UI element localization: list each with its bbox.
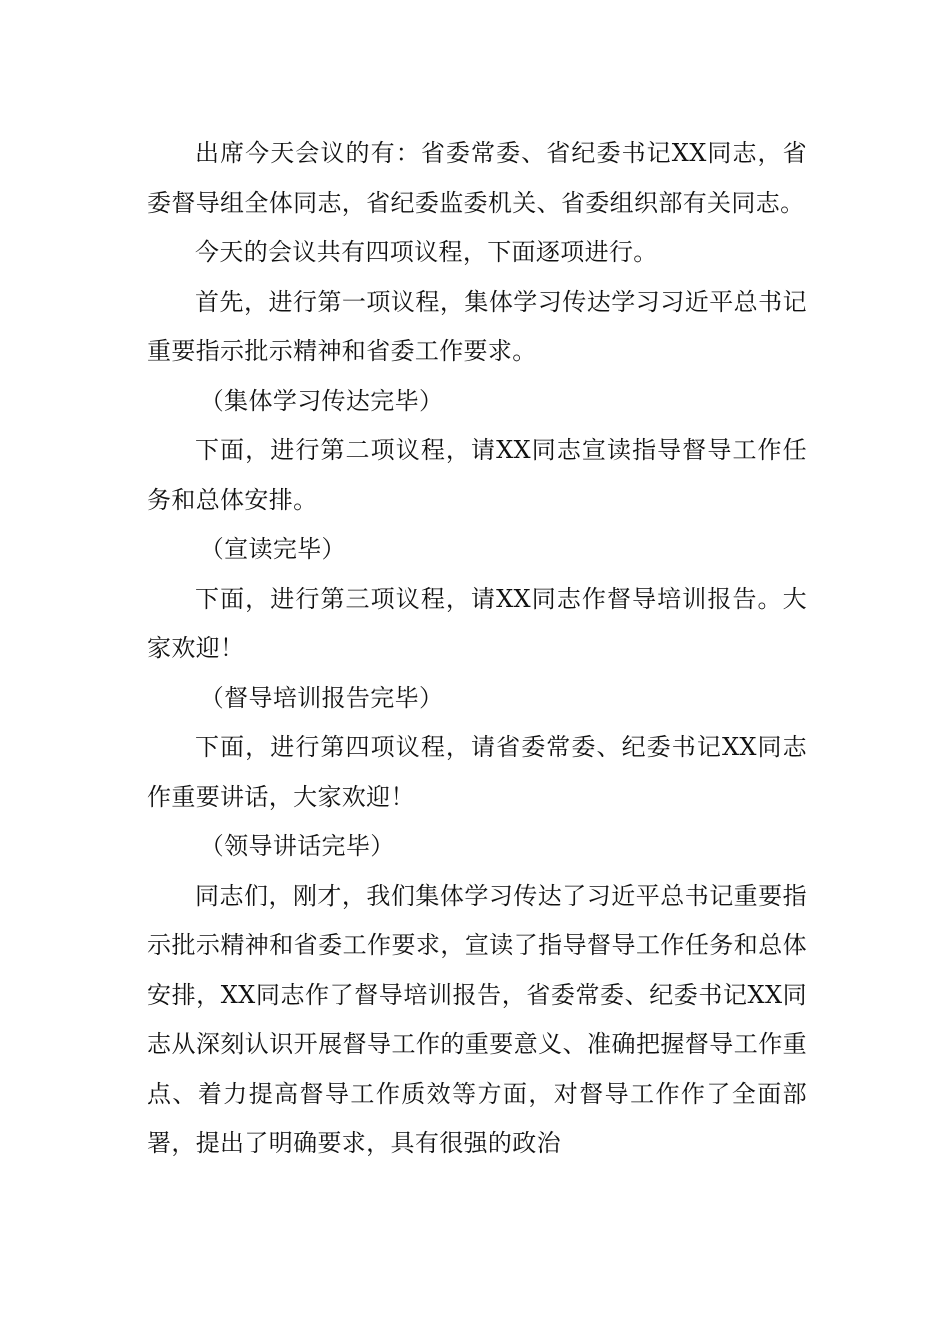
agenda-item-1-note: （集体学习传达完毕） <box>199 386 444 415</box>
document-body <box>147 129 807 1169</box>
agenda-item-3-note: （督导培训报告完毕） <box>199 683 444 712</box>
agenda-item-2-paragraph: 下面，进行第二项议程，请XX同志宣读指导督导工作任务和总体安排。 <box>147 436 807 514</box>
agenda-item-2-note: （宣读完毕） <box>199 535 346 563</box>
agenda-item-3-paragraph: 下面，进行第三项议程，请XX同志作督导培训报告。大家欢迎！ <box>147 584 807 662</box>
agenda-intro-paragraph: 今天的会议共有四项议程，下面逐项进行。 <box>195 238 658 266</box>
agenda-item-4-paragraph: 下面，进行第四项议程，请省委常委、纪委书记XX同志作重要讲话，大家欢迎！ <box>147 733 807 811</box>
agenda-item-4-note: （领导讲话完毕） <box>199 832 395 860</box>
summary-paragraph: 同志们，刚才，我们集体学习传达了习近平总书记重要指示批示精神和省委工作要求，宣读了指导督导工作任务和总体安排，XX同志作了督导培训报告，省委常委、纪委书记XX同志从深刻认识开展督导工作的重要意义、准确把握督导工作重点、着力提高督导工作质效等方面，对督导工作作了全面部署，提出了明确要求，具有很强的政治 <box>147 881 807 1157</box>
agenda-item-1-paragraph: 首先，进行第一项议程，集体学习传达学习习近平总书记重要指示批示精神和省委工作要求。 <box>147 287 807 365</box>
attendees-paragraph: 出席今天会议的有：省委常委、省纪委书记XX同志，省委督导组全体同志，省纪委监委机关、省委组织部有关同志。 <box>147 139 807 217</box>
